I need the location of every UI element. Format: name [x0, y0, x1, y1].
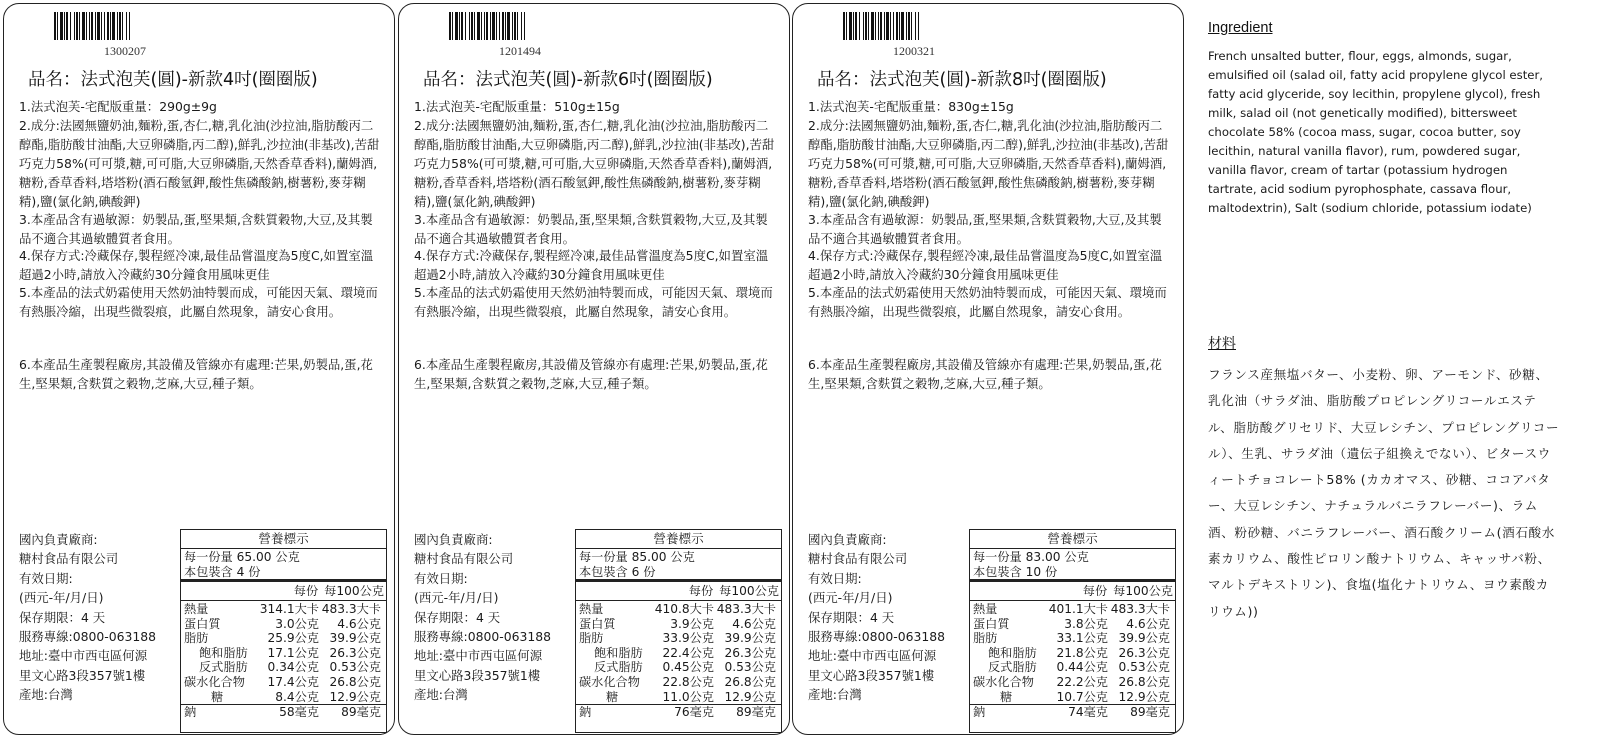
ingredient-heading: Ingredient: [1208, 20, 1273, 36]
info-line: 地址:臺中市西屯區何源: [414, 648, 543, 664]
info-line: 有效日期:: [19, 570, 73, 586]
info-line: 糖村食品有限公司: [414, 551, 514, 567]
nutrition-row: 碳水化合物 22.8公克 26.8公克: [579, 674, 776, 689]
barcode-icon: [54, 12, 186, 40]
nutrition-row: 碳水化合物 17.4公克 26.8公克: [184, 674, 381, 689]
weight-line: 1.法式泡芙-宅配版重量：290g±9g: [19, 99, 217, 114]
factory-note-text: 6.本產品生產製程廠房,其設備及管線亦有處理:芒果,奶製品,蛋,花生,堅果類,含麩質之穀物,芝麻,大豆,種子類。: [808, 357, 1162, 391]
ingredients-text: 2.成分:法國無鹽奶油,麵粉,蛋,杏仁,糖,乳化油(沙拉油,脂肪酸丙二醇酯,脂肪酸甘油酯,大豆卵磷脂,丙二醇),鮮乳,沙拉油(非基改),苦甜巧克力58%(可可漿,糖,可可脂,大豆卵磷脂,天然香草香料),蘭姆酒,糖粉,香草香料,塔塔粉(酒石酸氫鉀,酸性焦磷酸鈉,樹薯粉,麥芽糊精),鹽(氯化鈉,碘酸鉀): [414, 118, 775, 209]
info-line: 里文心路3段357號1樓: [414, 667, 541, 683]
product-code: 1200321: [893, 44, 935, 58]
cream-note-text: 5.本產品的法式奶霜使用天然奶油特製而成，可能因天氣、環境而有熱脹冷縮，出現些微裂痕，此屬自然現象，請安心食用。: [19, 285, 378, 319]
nutrition-row: 熱量 401.1大卡 483.3大卡: [973, 602, 1170, 616]
info-line: 國內負責廠商:: [414, 532, 493, 547]
product-code: 1201494: [499, 44, 541, 58]
ingredients-text: 2.成分:法國無鹽奶油,麵粉,蛋,杏仁,糖,乳化油(沙拉油,脂肪酸丙二醇酯,脂肪酸甘油酯,大豆卵磷脂,丙二醇),鮮乳,沙拉油(非基改),苦甜巧克力58%(可可漿,糖,可可脂,大豆卵磷脂,天然香草香料),蘭姆酒,糖粉,香草香料,塔塔粉(酒石酸氫鉀,酸性焦磷酸鈉,樹薯粉,麥芽糊精),鹽(氯化鈉,碘酸鉀): [808, 118, 1169, 209]
barcode-stripe: [130, 12, 131, 40]
nutrition-row: 鈉 76毫克 89毫克: [576, 704, 781, 720]
info-line: 地址:臺中市西屯區何源: [19, 648, 148, 664]
nutrition-row: 熱量 410.8大卡 483.3大卡: [579, 602, 776, 616]
info-line: 保存期限：4 天: [19, 609, 106, 625]
nutrition-row: 蛋白質 3.8公克 4.6公克: [973, 616, 1170, 631]
info-line: 產地:台灣: [808, 687, 862, 703]
nutrition-row: 碳水化合物 22.2公克 26.8公克: [973, 674, 1170, 689]
storage-text: 4.保存方式:冷藏保存,製程經冷凍,最佳品嘗溫度為5度C,如置室溫超過2小時,請放入冷藏約30分鐘食用風味更佳: [808, 248, 1163, 282]
nutrition-table: [969, 529, 1176, 733]
nutrition-column-headers: [181, 582, 386, 601]
allergen-text: 3.本產品含有過敏源：奶製品,蛋,堅果類,含麩質穀物,大豆,及其製品不適合其過敏體質者食用。: [414, 212, 768, 246]
nutrition-title: 營養標示: [181, 530, 386, 549]
product-label-4inch: [3, 3, 395, 735]
nutrition-row: 脂肪 25.9公克 39.9公克: [184, 631, 381, 646]
allergen-text: 3.本產品含有過敏源：奶製品,蛋,堅果類,含麩質穀物,大豆,及其製品不適合其過敏體質者食用。: [808, 212, 1162, 246]
manufacturer-info: [19, 530, 179, 705]
nutrition-row: 飽和脂肪 17.1公克 26.3公克: [199, 645, 381, 660]
info-line: 服務專線:0800-063188: [414, 629, 552, 645]
cream-note-text: 5.本產品的法式奶霜使用天然奶油特製而成，可能因天氣、環境而有熱脹冷縮，出現些微裂痕，此屬自然現象，請安心食用。: [808, 285, 1167, 319]
nutrition-table: [575, 529, 782, 733]
info-line: 有效日期:: [414, 570, 468, 586]
info-line: 國內負責廠商:: [19, 532, 98, 547]
barcode-icon: [843, 12, 975, 40]
info-line: (西元-年/月/日): [414, 590, 499, 606]
ingredient-japanese-text: フランス産無塩バター、小麦粉、卵、アーモンド、砂糖、乳化油（サラダ油、脂肪酸プロピレングリコールエステル、脂肪酸グリセリド、大豆レシチン、プロピレングリコール）、生乳、サラダ油（遺伝子組換えでない）、ビタースウィートチョコレート58% (カカオマス、砂糖、ココアバター、大豆レシチン、ナチュラルバニラフレーバー)、ラム酒、粉砂糖、バニラフレーバー、酒石酸クリーム(酒石酸水素カリウム、酸性ピロリン酸ナトリウム、キャッサバ粉、マルトデキストリン)、食塩(塩化ナトリウム、ヨウ素酸カリウム)): [1208, 367, 1560, 619]
nutrition-row: 反式脂肪 0.45公克 0.53公克: [594, 660, 776, 675]
info-line: 里文心路3段357號1樓: [808, 667, 935, 683]
barcode-stripe: [525, 12, 526, 40]
info-line: 服務專線:0800-063188: [19, 629, 157, 645]
servings-per-package: 本包裝含 4 份: [184, 564, 261, 579]
per-100g-header: 每100公克: [719, 584, 779, 598]
nutrition-row: 鈉 58毫克 89毫克: [181, 704, 386, 720]
per-serving-header: 每份: [1082, 584, 1108, 598]
info-line: 產地:台灣: [414, 687, 468, 703]
info-line: 里文心路3段357號1樓: [19, 667, 146, 683]
nutrition-row: 蛋白質 3.9公克 4.6公克: [579, 616, 776, 631]
nutrition-row: 糖 10.7公克 12.9公克: [1000, 689, 1170, 704]
nutrition-title: 營養標示: [970, 530, 1175, 549]
servings-per-package: 本包裝含 10 份: [973, 564, 1058, 579]
serving-size: 每一份量 83.00 公克: [973, 550, 1089, 564]
nutrition-row: 反式脂肪 0.44公克 0.53公克: [988, 660, 1170, 675]
factory-note-text: 6.本產品生產製程廠房,其設備及管線亦有處理:芒果,奶製品,蛋,花生,堅果類,含麩質之穀物,芝麻,大豆,種子類。: [414, 357, 768, 391]
info-line: (西元-年/月/日): [19, 590, 104, 606]
nutrition-row: 飽和脂肪 22.4公克 26.3公克: [594, 645, 776, 660]
product-name: 品名：法式泡芙(圓)-新款6吋(圈圈版): [423, 70, 713, 90]
barcode-stripe: [919, 12, 920, 40]
storage-text: 4.保存方式:冷藏保存,製程經冷凍,最佳品嘗溫度為5度C,如置室溫超過2小時,請放入冷藏約30分鐘食用風味更佳: [414, 248, 769, 282]
nutrition-column-headers: [970, 582, 1175, 601]
per-serving-header: 每份: [293, 584, 319, 598]
info-line: 糖村食品有限公司: [19, 551, 119, 567]
weight-line: 1.法式泡芙-宅配版重量：830g±15g: [808, 99, 1014, 114]
serving-info: [576, 549, 781, 582]
serving-size: 每一份量 85.00 公克: [579, 550, 695, 564]
nutrition-row: 糖 11.0公克 12.9公克: [606, 689, 776, 704]
info-line: 糖村食品有限公司: [808, 551, 908, 567]
servings-per-package: 本包裝含 6 份: [579, 564, 656, 579]
nutrition-row: 飽和脂肪 21.8公克 26.3公克: [988, 645, 1170, 660]
serving-info: [181, 549, 386, 582]
nutrition-row: 反式脂肪 0.34公克 0.53公克: [199, 660, 381, 675]
serving-info: [970, 549, 1175, 582]
nutrition-row: 糖 8.4公克 12.9公克: [211, 689, 381, 704]
per-100g-header: 每100公克: [324, 584, 384, 598]
barcode-icon: [449, 12, 581, 40]
nutrition-row: 熱量 314.1大卡 483.3大卡: [184, 602, 381, 616]
nutrition-row: 蛋白質 3.0公克 4.6公克: [184, 616, 381, 631]
product-code: 1300207: [104, 44, 146, 58]
ingredients-text: 2.成分:法國無鹽奶油,麵粉,蛋,杏仁,糖,乳化油(沙拉油,脂肪酸丙二醇酯,脂肪酸甘油酯,大豆卵磷脂,丙二醇),鮮乳,沙拉油(非基改),苦甜巧克力58%(可可漿,糖,可可脂,大豆卵磷脂,天然香草香料),蘭姆酒,糖粉,香草香料,塔塔粉(酒石酸氫鉀,酸性焦磷酸鈉,樹薯粉,麥芽糊精),鹽(氯化鈉,碘酸鉀): [19, 118, 380, 209]
info-line: 保存期限：4 天: [808, 609, 895, 625]
ingredient-japanese-heading: 材料: [1208, 336, 1236, 352]
per-100g-header: 每100公克: [1113, 584, 1173, 598]
manufacturer-info: [414, 530, 574, 705]
nutrition-row: 脂肪 33.9公克 39.9公克: [579, 631, 776, 646]
manufacturer-info: [808, 530, 968, 705]
allergen-text: 3.本產品含有過敏源：奶製品,蛋,堅果類,含麩質穀物,大豆,及其製品不適合其過敏體質者食用。: [19, 212, 373, 246]
product-name: 品名：法式泡芙(圓)-新款8吋(圈圈版): [817, 70, 1107, 90]
product-label-6inch: [398, 3, 790, 735]
storage-text: 4.保存方式:冷藏保存,製程經冷凍,最佳品嘗溫度為5度C,如置室溫超過2小時,請放入冷藏約30分鐘食用風味更佳: [19, 248, 374, 282]
nutrition-row: 脂肪 33.1公克 39.9公克: [973, 631, 1170, 646]
info-line: 產地:台灣: [19, 687, 73, 703]
ingredient-english-text: French unsalted butter, flour, eggs, almonds, sugar, emulsified oil (salad oil, fatty acid propylene glycol ester, fatty acid glyceride, soy lecithin, propylene glycol), fresh milk, salad oil (not genetically modified), bittersweet chocolate 58% (cocoa mass, sugar, cocoa butter, soy lecithin, natural vanilla flavor), rum, powdered sugar, vanilla flavor, cream of tartar (potassium hydrogen tartrate, acid sodium pyrophosphate, cassava flour, maltodextrin), Salt (sodium chloride, potassium iodate): [1208, 49, 1543, 215]
info-line: 國內負責廠商:: [808, 532, 887, 547]
serving-size: 每一份量 65.00 公克: [184, 550, 300, 564]
nutrition-table: [180, 529, 387, 733]
product-label-8inch: [792, 3, 1184, 735]
info-line: 保存期限：4 天: [414, 609, 501, 625]
factory-note-text: 6.本產品生產製程廠房,其設備及管線亦有處理:芒果,奶製品,蛋,花生,堅果類,含麩質之穀物,芝麻,大豆,種子類。: [19, 357, 373, 391]
weight-line: 1.法式泡芙-宅配版重量：510g±15g: [414, 99, 620, 114]
info-line: 有效日期:: [808, 570, 862, 586]
product-name: 品名：法式泡芙(圓)-新款4吋(圈圈版): [28, 70, 318, 90]
nutrition-title: 營養標示: [576, 530, 781, 549]
nutrition-column-headers: [576, 582, 781, 601]
cream-note-text: 5.本產品的法式奶霜使用天然奶油特製而成，可能因天氣、環境而有熱脹冷縮，出現些微裂痕，此屬自然現象，請安心食用。: [414, 285, 773, 319]
nutrition-row: 鈉 74毫克 89毫克: [970, 704, 1175, 720]
info-line: (西元-年/月/日): [808, 590, 893, 606]
per-serving-header: 每份: [688, 584, 714, 598]
info-line: 服務專線:0800-063188: [808, 629, 946, 645]
info-line: 地址:臺中市西屯區何源: [808, 648, 937, 664]
